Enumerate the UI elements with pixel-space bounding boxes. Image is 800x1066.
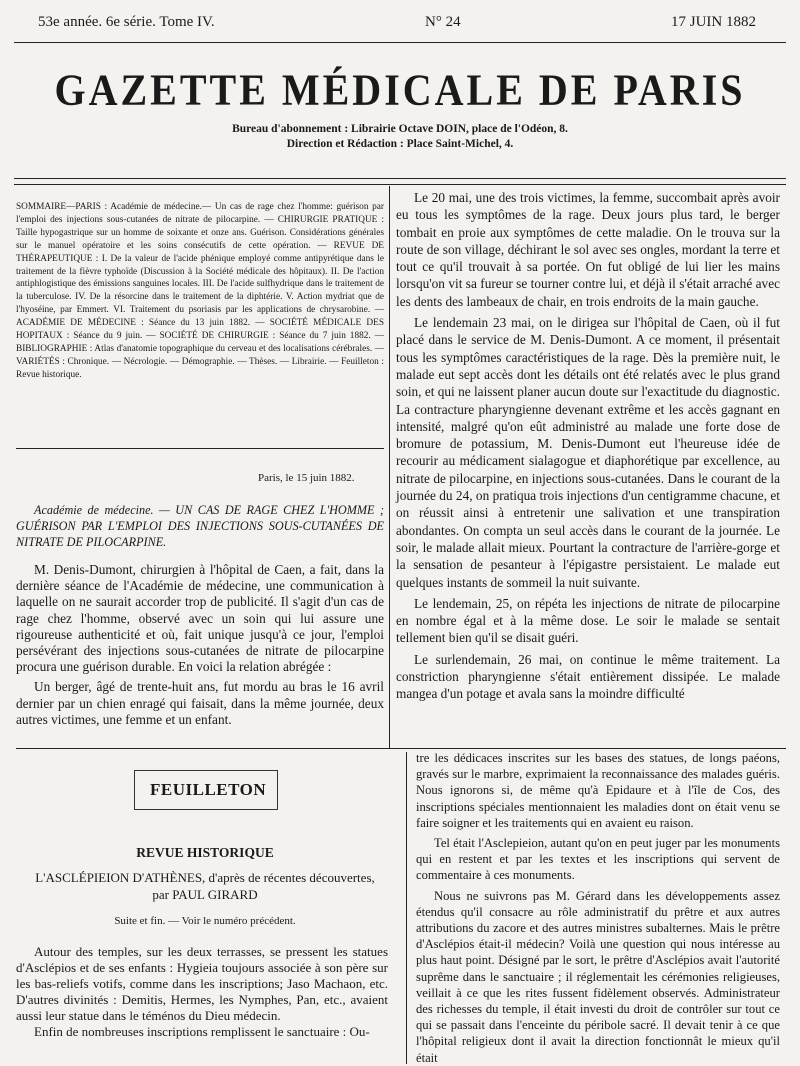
article-paragraph: Le lendemain 23 mai, on le dirigea sur l'hôpital de Caen, où il fut placé dans le service de M. Denis-Dumont. A ce moment, il présentait tous les symptômes caractéristiques de la rage. Dès la première nuit, le malade eut sept accès dont les détails ont été relatés avec le plus grand soin, et qui ne laissent planer aucun doute sur l'exactitude du diagnostic. La contracture pharyngienne devenant extrême et les accès gagnant en intensité, malgré qu'on eût administré au malade une forte dose de bromure de potassium, M. Denis-Dumont eut l'heureuse idée de recourir au médicament sialagogue et diaphorétique par excellence, au nitrate de pilocarpine, en injections sous-cutanées. Dans le courant de la journée du 24, on pratiqua trois injections d'un centigramme chacune, et on réussit ainsi à entretenir une salivation et une transpiration abondantes. On compta un seul accès dans le courant de la journée. Le soir, le malade allait mieux. Pourtant la contracture de l'arrière-gorge et la sensation de pesanteur à l'épigastre persistaient. Le malade eut quelques instants de sommeil la nuit suivante. bbox=[396, 315, 780, 590]
article-paragraph: Le 20 mai, une des trois victimes, la femme, succombait après avoir eu tous les symptômes de la rage. Deux jours plus tard, le berger tombait en proie aux symptômes de cette maladie. On le trouva sur la route de son village, déchirant le sol avec ses ongles, mordant la terre et tout ce qu'il trouvait à sa portée. On fut obligé de lui lier les mains lorsqu'on vit sa fureur se tourner contre lui, et déjà il s'était arraché avec les dents des lambeaux de chair, en trois endroits de la main gauche. bbox=[396, 190, 780, 309]
article-paragraph: Le lendemain, 25, on répéta les injections de nitrate de pilocarpine en nombre égal et à la même dose. Le soir le malade se sentait tellement bien qu'il se disait guéri. bbox=[396, 595, 780, 646]
feuilleton-paragraph: Autour des temples, sur les deux terrasses, se pressent les statues d'Asclépios et de ses enfants : Hygieia toujours associée à son père sur les bas-reliefs votifs, comme dans les inscriptions; Jaso Machaon, etc. D'autres divinités : Demitis, Hermes, les Nymphes, Pan, etc., avaient aussi leur statue dans le téménos du Dieu médecin. bbox=[16, 944, 388, 1023]
feuilleton-subtitle: L'ASCLÉPIEION D'ATHÈNES, d'après de récentes découvertes, bbox=[35, 870, 375, 885]
feuilleton-rubric: REVUE HISTORIQUE bbox=[136, 845, 274, 860]
editorial-address: Direction et Rédaction : Place Saint-Michel, 4. bbox=[286, 138, 514, 150]
feuilleton-right bbox=[416, 750, 780, 1066]
feuilleton-rule bbox=[16, 748, 786, 749]
header-rule bbox=[14, 42, 786, 43]
dateline: Paris, le 15 juin 1882. bbox=[258, 472, 355, 484]
article-paragraph: Le surlendemain, 26 mai, on continue le même traitement. La constriction pharyngienne s'était entièrement dissipée. Le malade mangea d'un potage et avala sans la moindre difficulté bbox=[396, 651, 780, 702]
newspaper-title: GAZETTE MÉDICALE DE PARIS bbox=[54, 64, 746, 115]
subscription-address: Bureau d'abonnement : Librairie Octave DOIN, place de l'Odéon, 8. bbox=[232, 123, 568, 135]
sommaire-rule bbox=[16, 448, 384, 449]
feuilleton-label: FEUILLETON bbox=[150, 780, 267, 799]
column-divider-bottom bbox=[406, 752, 407, 1064]
lead-article bbox=[16, 502, 384, 728]
issue-number: N° 24 bbox=[425, 14, 461, 30]
feuilleton-paragraph: Nous ne suivrons pas M. Gérard dans les développements assez étendus qu'il consacre au rôle administratif du prêtre et aux autres attributions du zacore et des autres ministres subalternes. Mais le prêtre d'Asclépios était-il médecin? Voilà une question qui nous intéresse au plus haut point. Désigné par le sort, le prêtre d'Asclépios avait l'autorité suprême dans le sanctuaire ; il réglementait les cérémonies religieuses, veillait à ce que les rites fussent fidèlement observés. Administrateur des richesses du temple, il était investi du droit de contrôler sur tout ce qui se passait dans l'enceinte du péribole sacré. Il devait tenir à ce que l'hôpital religieux dont il avait la direction fonctionnât le mieux qu'il était bbox=[416, 888, 780, 1065]
feuilleton-author: par PAUL GIRARD bbox=[152, 887, 258, 902]
feuilleton-note: Suite et fin. — Voir le numéro précédent. bbox=[114, 915, 296, 927]
feuilleton-left bbox=[16, 944, 388, 1040]
article-paragraph: Un berger, âgé de trente-huit ans, fut mordu au bras le 16 avril dernier par un chien enragé qui faisait, dans la même journée, deux autres victimes, une femme et un enfant. bbox=[16, 679, 384, 727]
feuilleton-paragraph: Tel était l'Asclepieion, autant qu'on en peut juger par les monuments qui en restent et par les textes et les inscriptions qui servent de commentaire à ces monuments. bbox=[416, 836, 780, 883]
masthead-rule bbox=[14, 178, 786, 179]
issue-series: 53e année. 6e série. Tome IV. bbox=[38, 14, 215, 30]
masthead-rule-double bbox=[14, 184, 786, 185]
article-paragraph: M. Denis-Dumont, chirurgien à l'hôpital de Caen, a fait, dans la dernière séance de l'Académie de médecine, une communication à laquelle on ne saurait accorder trop de publicité. Il s'agit d'un cas de rage chez l'homme, observé avec un soin qui lui assure une rigoureuse authenticité et où, fait unique jusqu'à ce jour, l'emploi persévérant des injections sous-cutanées de nitrate de pilocarpine procura une guérison durable. En voici la relation abrégée : bbox=[16, 562, 384, 675]
column-divider-top bbox=[389, 186, 390, 748]
sommaire: SOMMAIRE—PARIS : Académie de médecine.— Un cas de rage chez l'homme: guérison par l'emploi des injections sous-cutanées de nitrate de pilocarpine. — CHIRURGIE PRATIQUE : Taille hypogastrique sur un homme de soixante et onze ans. Guérison. Considérations générales sur le manuel opératoire et les soins consécutifs de cette opération. — REVUE DE THÉRAPEUTIQUE : I. De la valeur de l'acide phénique employé comme antipyrétique dans le traitement de la fièvre typhoïde (Discussion à la Société médicale des hôpitaux). II. De l'action antiphlogistique des émissions sanguines locales. III. De l'acide sulfhydrique dans le traitement de la tuberculose. IV. De la résorcine dans le traitement de la diphtérie. V. Action mydriat que de l'hyoséine, par Emmert. VI. Traitement du psoriasis par les applications de chrysarobine. — ACADÉMIE DE MÉDECINE : Séance du 13 juin 1882. — SOCIÉTÉ MÉDICALE DES HOPITAUX : Séance du 9 juin. — SOCIÉTÉ DE CHIRURGIE : Séance du 7 juin 1882. — BIBLIOGRAPHIE : Atlas d'anatomie topographique du cerveau et des localisations cérébrales. — VARIÉTÉS : Chronique. — Nécrologie. — Démographie. — Thèses. — Librairie. — Feuilleton : Revue historique. bbox=[16, 202, 384, 380]
issue-date: 17 JUIN 1882 bbox=[670, 14, 756, 30]
feuilleton-paragraph: Enfin de nombreuses inscriptions remplissent le sanctuaire : Ou- bbox=[34, 1024, 370, 1039]
article-heading: Académie de médecine. — UN CAS DE RAGE CHEZ L'HOMME ; GUÉRISON PAR L'EMPLOI DES INJECTIONS SOUS-CUTANÉES DE NITRATE DE PILOCARPINE. bbox=[16, 503, 384, 549]
feuilleton-paragraph: tre les dédicaces inscrites sur les bases des statues, de longs paéons, gravés sur le marbre, exprimaient la reconnaissance des malades guéris. Nous ignorons si, de même qu'à Epidaure et à l'île de Cos, des inscriptions spéciales mentionnaient les maladies dont on était venu se faire soigner et les traitements qui en avaient eu raison. bbox=[416, 751, 780, 830]
article-continuation bbox=[396, 189, 780, 703]
masthead-info bbox=[38, 14, 756, 31]
